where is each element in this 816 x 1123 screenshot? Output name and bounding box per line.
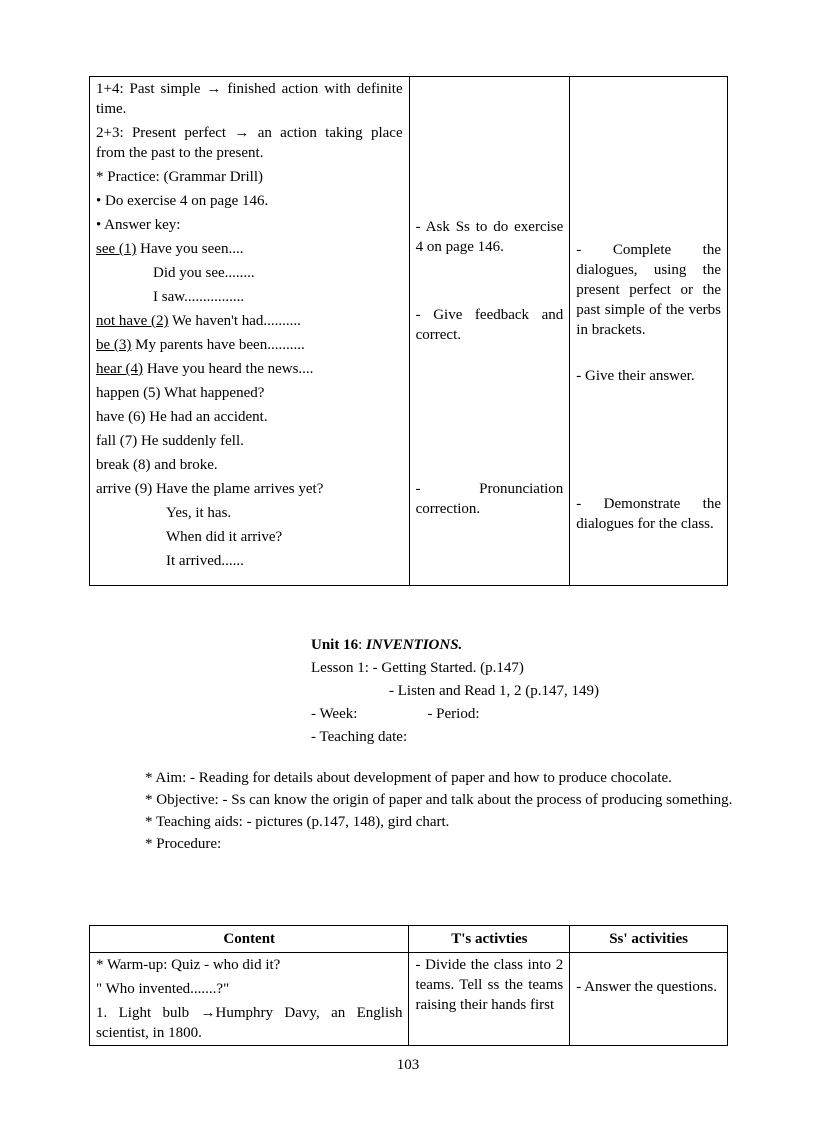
teacher-pronunciation: - Pronunciation correction. [415, 481, 564, 517]
quiz-answer: 1. Light bulb →Humphry Davy, an English scientist, in 1800. [96, 1005, 403, 1041]
lesson-header [311, 634, 599, 749]
content-cell [90, 77, 410, 586]
list-item: Did you see........ [153, 265, 255, 281]
students-cell [570, 953, 728, 1046]
lesson-line-2: - Listen and Read 1, 2 (p.147, 149) [389, 683, 599, 699]
teacher-ask: - Ask Ss to do exercise 4 on page 146. [415, 219, 564, 255]
column-header: Content [90, 926, 409, 953]
content-cell [90, 953, 409, 1046]
students-demonstrate: - Demonstrate the dialogues for the class. [576, 496, 721, 532]
list-item: not have (2) We haven't had.......... [96, 313, 301, 329]
list-item: It arrived...... [166, 553, 244, 569]
week-period: - Week: - Period: [311, 706, 480, 722]
list-item: hear (4) Have you heard the news.... [96, 361, 314, 377]
objective: * Objective: - Ss can know the origin of paper and talk about the process of producing something. [145, 792, 733, 808]
list-item: I saw................ [153, 289, 245, 305]
lesson-line: Lesson 1: - Getting Started. (p.147) [311, 660, 524, 676]
students-answer: - Give their answer. [576, 368, 695, 384]
answer-key: • Answer key: [96, 217, 181, 233]
teacher-feedback: - Give feedback and correct. [415, 307, 564, 343]
warm-up: * Warm-up: Quiz - who did it? [96, 957, 281, 973]
do-exercise: • Do exercise 4 on page 146. [96, 193, 269, 209]
lesson-aims [97, 768, 737, 856]
page-number: 103 [396, 1057, 420, 1073]
aim: * Aim: - Reading for details about development of paper and how to produce chocolate. [145, 770, 672, 786]
intro-past-simple: 1+4: Past simple → finished action with definite time. [96, 81, 403, 117]
table-row [90, 77, 728, 586]
list-item: see (1) Have you seen.... [96, 241, 244, 257]
column-header: Ss' activities [570, 926, 728, 953]
list-item: break (8) and broke. [96, 457, 218, 473]
column-header: T's activties [409, 926, 570, 953]
list-item: arrive (9) Have the plame arrives yet? [96, 481, 324, 497]
unit-title: Unit 16: INVENTIONS. [311, 637, 463, 653]
teacher-cell [409, 77, 570, 586]
teaching-aids: * Teaching aids: - pictures (p.147, 148), gird chart. [145, 814, 450, 830]
students-cell [570, 77, 728, 586]
list-item: be (3) My parents have been.......... [96, 337, 305, 353]
procedure-table [89, 925, 728, 1046]
teacher-activity: - Divide the class into 2 teams. Tell ss the teams raising their hands first [415, 957, 564, 1013]
grammar-table [89, 76, 728, 586]
intro-present-perfect: 2+3: Present perfect → an action taking place from the past to the present. [96, 125, 403, 161]
list-item: Yes, it has. [166, 505, 232, 521]
procedure: * Procedure: [145, 836, 222, 852]
table-header-row [90, 926, 728, 953]
quiz-question: " Who invented.......?" [96, 981, 230, 997]
list-item: happen (5) What happened? [96, 385, 265, 401]
table-row [90, 953, 728, 1046]
teacher-cell [409, 953, 570, 1046]
list-item: When did it arrive? [166, 529, 283, 545]
list-item: fall (7) He suddenly fell. [96, 433, 244, 449]
list-item: have (6) He had an accident. [96, 409, 268, 425]
students-activity: - Answer the questions. [576, 979, 718, 995]
teaching-date: - Teaching date: [311, 729, 408, 745]
students-complete: - Complete the dialogues, using the present perfect or the past simple of the verbs in brackets. [576, 242, 721, 338]
practice-heading: * Practice: (Grammar Drill) [96, 169, 264, 185]
